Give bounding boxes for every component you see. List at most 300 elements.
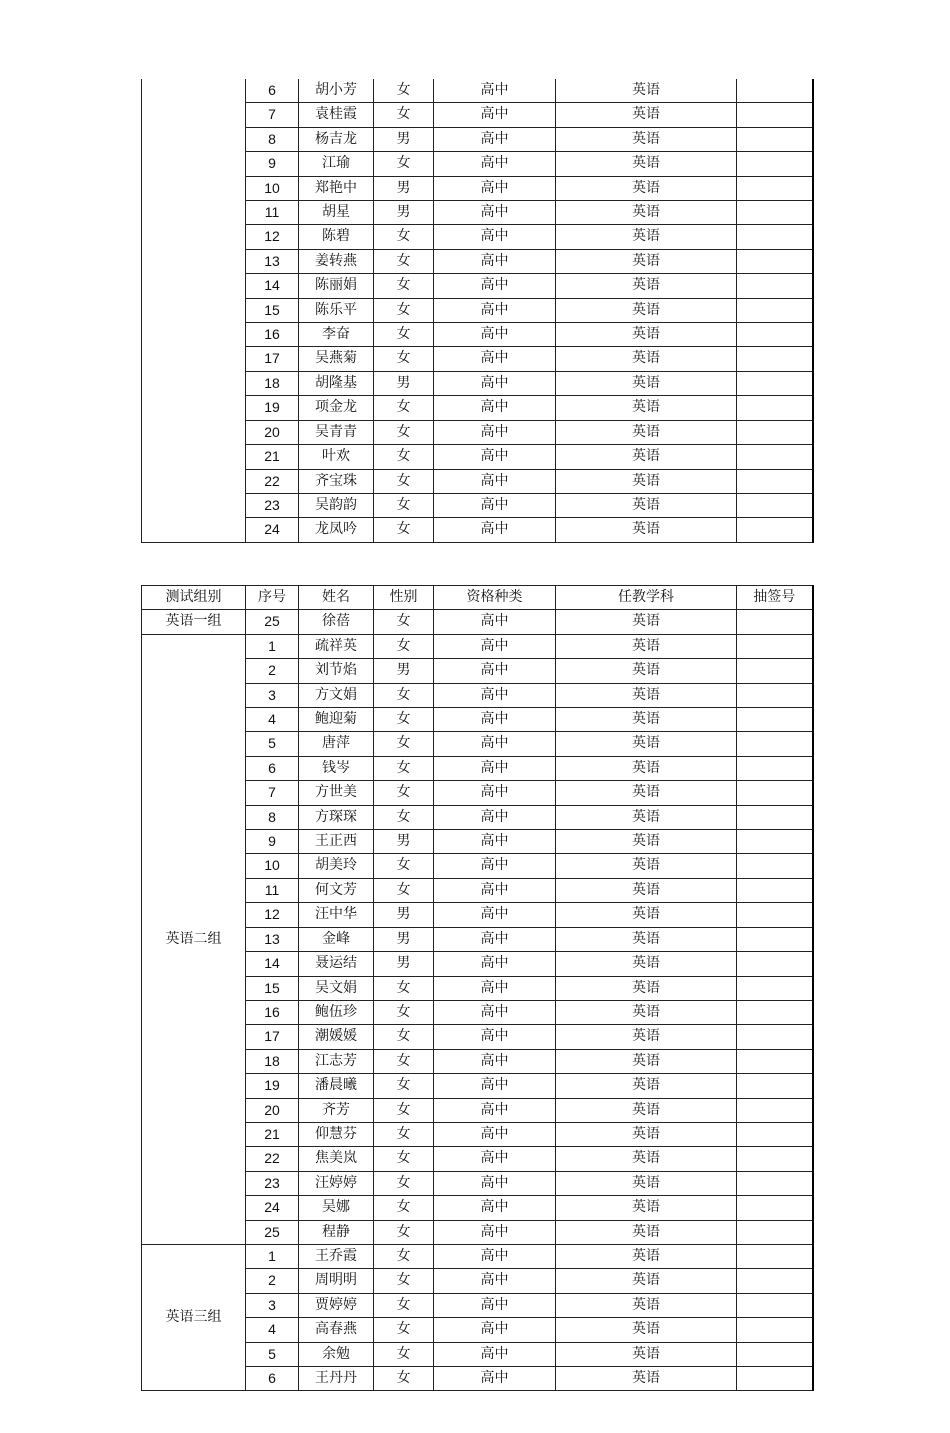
- qualification-cell: 高中: [434, 347, 556, 371]
- sex-cell: 女: [374, 732, 434, 756]
- subject-cell: 英语: [556, 1147, 737, 1171]
- sex-cell: 女: [374, 708, 434, 732]
- lot-number-cell: [737, 1171, 813, 1195]
- sex-cell: 女: [374, 1318, 434, 1342]
- number-cell: 9: [246, 152, 299, 176]
- subject-cell: 英语: [556, 323, 737, 347]
- number-cell: 19: [246, 396, 299, 420]
- lot-number-cell: [737, 634, 813, 658]
- subject-cell: 英语: [556, 659, 737, 683]
- candidate-table-continued: [141, 79, 814, 543]
- name-cell: 江志芳: [299, 1049, 374, 1073]
- qualification-cell: 高中: [434, 830, 556, 854]
- qualification-cell: 高中: [434, 1098, 556, 1122]
- number-cell: 7: [246, 781, 299, 805]
- number-cell: 3: [246, 1293, 299, 1317]
- name-cell: 唐萍: [299, 732, 374, 756]
- name-cell: 金峰: [299, 927, 374, 951]
- sex-cell: 女: [374, 469, 434, 493]
- lot-number-cell: [737, 854, 813, 878]
- qualification-cell: 高中: [434, 1171, 556, 1195]
- number-cell: 9: [246, 830, 299, 854]
- name-cell: 方琛琛: [299, 805, 374, 829]
- lot-number-cell: [737, 1196, 813, 1220]
- subject-cell: 英语: [556, 79, 737, 103]
- subject-cell: 英语: [556, 1367, 737, 1391]
- number-cell: 2: [246, 1269, 299, 1293]
- sex-cell: 女: [374, 1244, 434, 1268]
- number-cell: 14: [246, 952, 299, 976]
- number-cell: 15: [246, 976, 299, 1000]
- lot-number-cell: [737, 1122, 813, 1146]
- name-cell: 齐芳: [299, 1098, 374, 1122]
- qualification-cell: 高中: [434, 683, 556, 707]
- qualification-cell: 高中: [434, 1269, 556, 1293]
- table-row: [142, 1244, 813, 1268]
- header-lot-number: 抽签号: [737, 586, 813, 610]
- qualification-cell: 高中: [434, 396, 556, 420]
- name-cell: 胡美玲: [299, 854, 374, 878]
- name-cell: 杨吉龙: [299, 127, 374, 151]
- number-cell: 23: [246, 493, 299, 517]
- lot-number-cell: [737, 518, 813, 542]
- subject-cell: 英语: [556, 249, 737, 273]
- qualification-cell: 高中: [434, 927, 556, 951]
- qualification-cell: 高中: [434, 176, 556, 200]
- qualification-cell: 高中: [434, 976, 556, 1000]
- sex-cell: 女: [374, 683, 434, 707]
- sex-cell: 女: [374, 79, 434, 103]
- sex-cell: 男: [374, 952, 434, 976]
- table-row: [142, 79, 813, 103]
- number-cell: 1: [246, 634, 299, 658]
- qualification-cell: 高中: [434, 1293, 556, 1317]
- sex-cell: 女: [374, 445, 434, 469]
- qualification-cell: 高中: [434, 445, 556, 469]
- qualification-cell: 高中: [434, 805, 556, 829]
- name-cell: 疏祥英: [299, 634, 374, 658]
- name-cell: 余勉: [299, 1342, 374, 1366]
- sex-cell: 女: [374, 274, 434, 298]
- candidate-table: [141, 585, 814, 1391]
- name-cell: 袁桂霞: [299, 103, 374, 127]
- sex-cell: 女: [374, 1000, 434, 1024]
- number-cell: 12: [246, 903, 299, 927]
- group-cell: 英语二组: [142, 634, 246, 1244]
- number-cell: 16: [246, 1000, 299, 1024]
- number-cell: 15: [246, 298, 299, 322]
- lot-number-cell: [737, 1049, 813, 1073]
- number-cell: 17: [246, 347, 299, 371]
- name-cell: 汪婷婷: [299, 1171, 374, 1195]
- qualification-cell: 高中: [434, 493, 556, 517]
- subject-cell: 英语: [556, 176, 737, 200]
- sex-cell: 女: [374, 976, 434, 1000]
- group-cell: 英语一组: [142, 610, 246, 634]
- sex-cell: 男: [374, 903, 434, 927]
- qualification-cell: 高中: [434, 732, 556, 756]
- subject-cell: 英语: [556, 1098, 737, 1122]
- subject-cell: 英语: [556, 805, 737, 829]
- sex-cell: 女: [374, 1196, 434, 1220]
- subject-cell: 英语: [556, 127, 737, 151]
- sex-cell: 女: [374, 1269, 434, 1293]
- lot-number-cell: [737, 152, 813, 176]
- name-cell: 刘节焰: [299, 659, 374, 683]
- lot-number-cell: [737, 756, 813, 780]
- subject-cell: 英语: [556, 976, 737, 1000]
- sex-cell: 女: [374, 347, 434, 371]
- lot-number-cell: [737, 1220, 813, 1244]
- subject-cell: 英语: [556, 103, 737, 127]
- name-cell: 高春燕: [299, 1318, 374, 1342]
- sex-cell: 女: [374, 103, 434, 127]
- number-cell: 13: [246, 927, 299, 951]
- number-cell: 2: [246, 659, 299, 683]
- lot-number-cell: [737, 1000, 813, 1024]
- header-group: 测试组别: [142, 586, 246, 610]
- lot-number-cell: [737, 127, 813, 151]
- sex-cell: 女: [374, 1147, 434, 1171]
- sex-cell: 女: [374, 1074, 434, 1098]
- subject-cell: 英语: [556, 732, 737, 756]
- lot-number-cell: [737, 1269, 813, 1293]
- qualification-cell: 高中: [434, 1025, 556, 1049]
- name-cell: 钱岑: [299, 756, 374, 780]
- lot-number-cell: [737, 1074, 813, 1098]
- qualification-cell: 高中: [434, 518, 556, 542]
- name-cell: 程静: [299, 1220, 374, 1244]
- qualification-cell: 高中: [434, 1342, 556, 1366]
- qualification-cell: 高中: [434, 952, 556, 976]
- lot-number-cell: [737, 103, 813, 127]
- number-cell: 20: [246, 420, 299, 444]
- subject-cell: 英语: [556, 1220, 737, 1244]
- lot-number-cell: [737, 1318, 813, 1342]
- number-cell: 14: [246, 274, 299, 298]
- qualification-cell: 高中: [434, 127, 556, 151]
- subject-cell: 英语: [556, 927, 737, 951]
- sex-cell: 女: [374, 878, 434, 902]
- lot-number-cell: [737, 952, 813, 976]
- subject-cell: 英语: [556, 952, 737, 976]
- number-cell: 18: [246, 1049, 299, 1073]
- subject-cell: 英语: [556, 445, 737, 469]
- name-cell: 鲍迎菊: [299, 708, 374, 732]
- lot-number-cell: [737, 420, 813, 444]
- table-row: [142, 610, 813, 634]
- group-cell: [142, 79, 246, 542]
- lot-number-cell: [737, 298, 813, 322]
- subject-cell: 英语: [556, 518, 737, 542]
- number-cell: 20: [246, 1098, 299, 1122]
- name-cell: 吴娜: [299, 1196, 374, 1220]
- subject-cell: 英语: [556, 1293, 737, 1317]
- subject-cell: 英语: [556, 1171, 737, 1195]
- sex-cell: 女: [374, 1342, 434, 1366]
- qualification-cell: 高中: [434, 201, 556, 225]
- name-cell: 江瑜: [299, 152, 374, 176]
- name-cell: 潮媛媛: [299, 1025, 374, 1049]
- name-cell: 仰慧芬: [299, 1122, 374, 1146]
- number-cell: 10: [246, 854, 299, 878]
- lot-number-cell: [737, 1367, 813, 1391]
- lot-number-cell: [737, 1147, 813, 1171]
- name-cell: 胡星: [299, 201, 374, 225]
- number-cell: 21: [246, 445, 299, 469]
- sex-cell: 女: [374, 805, 434, 829]
- qualification-cell: 高中: [434, 1244, 556, 1268]
- sex-cell: 女: [374, 298, 434, 322]
- qualification-cell: 高中: [434, 1074, 556, 1098]
- name-cell: 何文芳: [299, 878, 374, 902]
- header-qualification: 资格种类: [434, 586, 556, 610]
- sex-cell: 女: [374, 634, 434, 658]
- qualification-cell: 高中: [434, 903, 556, 927]
- sex-cell: 女: [374, 1293, 434, 1317]
- number-cell: 10: [246, 176, 299, 200]
- qualification-cell: 高中: [434, 610, 556, 634]
- lot-number-cell: [737, 79, 813, 103]
- name-cell: 王正西: [299, 830, 374, 854]
- sex-cell: 女: [374, 1171, 434, 1195]
- number-cell: 11: [246, 878, 299, 902]
- subject-cell: 英语: [556, 493, 737, 517]
- sex-cell: 女: [374, 249, 434, 273]
- number-cell: 8: [246, 127, 299, 151]
- sex-cell: 女: [374, 781, 434, 805]
- lot-number-cell: [737, 683, 813, 707]
- name-cell: 焦美岚: [299, 1147, 374, 1171]
- header-sex: 性别: [374, 586, 434, 610]
- subject-cell: 英语: [556, 225, 737, 249]
- lot-number-cell: [737, 659, 813, 683]
- table-row: [142, 634, 813, 658]
- lot-number-cell: [737, 830, 813, 854]
- lot-number-cell: [737, 1098, 813, 1122]
- number-cell: 7: [246, 103, 299, 127]
- lot-number-cell: [737, 469, 813, 493]
- table-header-row: [142, 586, 813, 610]
- number-cell: 8: [246, 805, 299, 829]
- subject-cell: 英语: [556, 1122, 737, 1146]
- subject-cell: 英语: [556, 781, 737, 805]
- subject-cell: 英语: [556, 1049, 737, 1073]
- qualification-cell: 高中: [434, 371, 556, 395]
- qualification-cell: 高中: [434, 469, 556, 493]
- subject-cell: 英语: [556, 347, 737, 371]
- qualification-cell: 高中: [434, 708, 556, 732]
- qualification-cell: 高中: [434, 1000, 556, 1024]
- name-cell: 龙凤吟: [299, 518, 374, 542]
- header-subject: 任教学科: [556, 586, 737, 610]
- subject-cell: 英语: [556, 683, 737, 707]
- sex-cell: 男: [374, 201, 434, 225]
- number-cell: 16: [246, 323, 299, 347]
- number-cell: 24: [246, 1196, 299, 1220]
- sex-cell: 女: [374, 323, 434, 347]
- name-cell: 姜转燕: [299, 249, 374, 273]
- subject-cell: 英语: [556, 469, 737, 493]
- number-cell: 25: [246, 1220, 299, 1244]
- number-cell: 24: [246, 518, 299, 542]
- name-cell: 聂运结: [299, 952, 374, 976]
- subject-cell: 英语: [556, 708, 737, 732]
- lot-number-cell: [737, 347, 813, 371]
- number-cell: 21: [246, 1122, 299, 1146]
- lot-number-cell: [737, 927, 813, 951]
- qualification-cell: 高中: [434, 634, 556, 658]
- name-cell: 陈碧: [299, 225, 374, 249]
- qualification-cell: 高中: [434, 103, 556, 127]
- name-cell: 方世美: [299, 781, 374, 805]
- lot-number-cell: [737, 371, 813, 395]
- table-body: [142, 610, 813, 1391]
- qualification-cell: 高中: [434, 1196, 556, 1220]
- qualification-cell: 高中: [434, 298, 556, 322]
- sex-cell: 男: [374, 927, 434, 951]
- name-cell: 李奋: [299, 323, 374, 347]
- subject-cell: 英语: [556, 830, 737, 854]
- subject-cell: 英语: [556, 1318, 737, 1342]
- name-cell: 胡小芳: [299, 79, 374, 103]
- number-cell: 18: [246, 371, 299, 395]
- sex-cell: 女: [374, 610, 434, 634]
- subject-cell: 英语: [556, 610, 737, 634]
- sex-cell: 男: [374, 830, 434, 854]
- number-cell: 19: [246, 1074, 299, 1098]
- name-cell: 汪中华: [299, 903, 374, 927]
- lot-number-cell: [737, 176, 813, 200]
- name-cell: 王丹丹: [299, 1367, 374, 1391]
- name-cell: 胡隆基: [299, 371, 374, 395]
- subject-cell: 英语: [556, 298, 737, 322]
- number-cell: 3: [246, 683, 299, 707]
- subject-cell: 英语: [556, 1196, 737, 1220]
- qualification-cell: 高中: [434, 1147, 556, 1171]
- group-cell: 英语三组: [142, 1244, 246, 1390]
- qualification-cell: 高中: [434, 1122, 556, 1146]
- sex-cell: 女: [374, 1220, 434, 1244]
- sex-cell: 女: [374, 1122, 434, 1146]
- number-cell: 6: [246, 79, 299, 103]
- subject-cell: 英语: [556, 420, 737, 444]
- qualification-cell: 高中: [434, 1367, 556, 1391]
- qualification-cell: 高中: [434, 854, 556, 878]
- number-cell: 5: [246, 732, 299, 756]
- subject-cell: 英语: [556, 1000, 737, 1024]
- qualification-cell: 高中: [434, 274, 556, 298]
- lot-number-cell: [737, 976, 813, 1000]
- number-cell: 13: [246, 249, 299, 273]
- qualification-cell: 高中: [434, 1049, 556, 1073]
- lot-number-cell: [737, 878, 813, 902]
- subject-cell: 英语: [556, 274, 737, 298]
- sex-cell: 女: [374, 756, 434, 780]
- number-cell: 17: [246, 1025, 299, 1049]
- sex-cell: 男: [374, 127, 434, 151]
- sex-cell: 女: [374, 518, 434, 542]
- lot-number-cell: [737, 225, 813, 249]
- lot-number-cell: [737, 903, 813, 927]
- sex-cell: 女: [374, 225, 434, 249]
- qualification-cell: 高中: [434, 152, 556, 176]
- name-cell: 吴燕菊: [299, 347, 374, 371]
- name-cell: 鲍伍珍: [299, 1000, 374, 1024]
- subject-cell: 英语: [556, 1025, 737, 1049]
- lot-number-cell: [737, 610, 813, 634]
- name-cell: 贾婷婷: [299, 1293, 374, 1317]
- lot-number-cell: [737, 1244, 813, 1268]
- sex-cell: 女: [374, 152, 434, 176]
- subject-cell: 英语: [556, 1074, 737, 1098]
- number-cell: 23: [246, 1171, 299, 1195]
- sex-cell: 男: [374, 659, 434, 683]
- lot-number-cell: [737, 274, 813, 298]
- number-cell: 12: [246, 225, 299, 249]
- name-cell: 陈丽娟: [299, 274, 374, 298]
- name-cell: 郑艳中: [299, 176, 374, 200]
- qualification-cell: 高中: [434, 249, 556, 273]
- number-cell: 6: [246, 756, 299, 780]
- lot-number-cell: [737, 201, 813, 225]
- sex-cell: 女: [374, 854, 434, 878]
- name-cell: 周明明: [299, 1269, 374, 1293]
- subject-cell: 英语: [556, 854, 737, 878]
- header-name: 姓名: [299, 586, 374, 610]
- name-cell: 陈乐平: [299, 298, 374, 322]
- subject-cell: 英语: [556, 371, 737, 395]
- sex-cell: 女: [374, 1367, 434, 1391]
- qualification-cell: 高中: [434, 756, 556, 780]
- number-cell: 6: [246, 1367, 299, 1391]
- name-cell: 项金龙: [299, 396, 374, 420]
- header-number: 序号: [246, 586, 299, 610]
- number-cell: 22: [246, 1147, 299, 1171]
- table-body: [142, 79, 813, 542]
- lot-number-cell: [737, 781, 813, 805]
- name-cell: 吴青青: [299, 420, 374, 444]
- name-cell: 叶欢: [299, 445, 374, 469]
- qualification-cell: 高中: [434, 420, 556, 444]
- subject-cell: 英语: [556, 396, 737, 420]
- name-cell: 齐宝珠: [299, 469, 374, 493]
- lot-number-cell: [737, 1025, 813, 1049]
- subject-cell: 英语: [556, 201, 737, 225]
- lot-number-cell: [737, 396, 813, 420]
- lot-number-cell: [737, 732, 813, 756]
- lot-number-cell: [737, 323, 813, 347]
- subject-cell: 英语: [556, 152, 737, 176]
- qualification-cell: 高中: [434, 781, 556, 805]
- sex-cell: 女: [374, 1098, 434, 1122]
- number-cell: 5: [246, 1342, 299, 1366]
- sex-cell: 女: [374, 420, 434, 444]
- qualification-cell: 高中: [434, 225, 556, 249]
- number-cell: 4: [246, 708, 299, 732]
- subject-cell: 英语: [556, 634, 737, 658]
- qualification-cell: 高中: [434, 79, 556, 103]
- lot-number-cell: [737, 493, 813, 517]
- sex-cell: 男: [374, 371, 434, 395]
- lot-number-cell: [737, 708, 813, 732]
- sex-cell: 女: [374, 396, 434, 420]
- lot-number-cell: [737, 805, 813, 829]
- number-cell: 1: [246, 1244, 299, 1268]
- qualification-cell: 高中: [434, 1318, 556, 1342]
- name-cell: 吴文娟: [299, 976, 374, 1000]
- number-cell: 22: [246, 469, 299, 493]
